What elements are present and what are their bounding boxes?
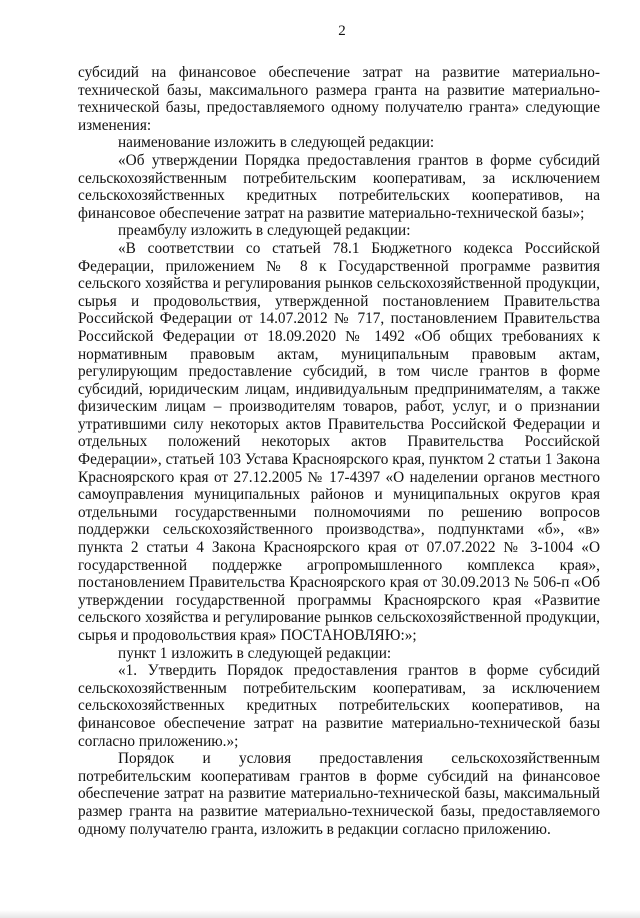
paragraph-procedure: Порядок и условия предоставления сельскохозяйственным потребительским кооперативам грантов в форме субсидий на финансовое обеспечение затрат на развитие материально-технической базы, максимальный размер гранта на развитие материально-технической базы, предоставляемого одному получателю гранта, изложить в редакции согласно приложению. [78,750,600,838]
paragraph-new-title: «Об утверждении Порядка предоставления грантов в форме субсидий сельскохозяйственным потребительским кооперативам, за исключением сельскохозяйственных кредитных потребительских кооперативов, на финансовое обеспечение затрат на развитие материально-технической базы»; [78,151,600,222]
paragraph-preamble-instruction: преамбулу изложить в следующей редакции: [118,222,411,240]
scan-bottom-edge [0,910,640,918]
paragraph-item1-instruction: пункт 1 изложить в следующей редакции: [118,644,392,662]
paragraph-preamble-text: «В соответствии со статьей 78.1 Бюджетного кодекса Российской Федерации, приложением № 8 к Государственной программе развития сельского хозяйства и регулирования рынков сельскохозяйственной продукции, сырья и продовольствия, утвержденной постановлением Правительства Российской Федерации от 14.07.2012 № 717, постановлением Правительства Российской Федерации от 18.09.2020 № 1492 «Об общих требованиях к нормативным правовым актам, муниципальным правовым актам, регулирующим предоставление субсидий, в том числе грантов в форме субсидий, юридическим лицам, индивидуальным предпринимателям, а также физическим лицам – производителям товаров, работ, услуг, и о признании утратившими силу некоторых актов Правительства Российской Федерации и отдельных положений некоторых актов Правительства Российской Федерации», статьей 103 Устава Красноярского края, пунктом 2 статьи 1 Закона Красноярского края от 27.12.2005 № 17-4397 «О наделении органов местного самоуправления муниципальных районов и муниципальных округов края отдельными государственными полномочиями по решению вопросов поддержки сельскохозяйственного производства», подпунктами «б», «в» пункта 2 статьи 4 Закона Красноярского края от 07.07.2022 № 3-1004 «О государственной поддержке агропромышленного комплекса края», постановлением Правительства Красноярского края от 30.09.2013 № 506-п «Об утверждении государственной программы Красноярского края «Развитие сельского хозяйства и регулирование рынков сельскохозяйственной продукции, сырья и продовольствия края» ПОСТАНОВЛЯЮ:»; [78,239,600,644]
paragraph-item1-text: «1. Утвердить Порядок предоставления грантов в форме субсидий сельскохозяйственным потребительским кооперативам, за исключением сельскохозяйственных кредитных потребительских кооперативов, на финансовое обеспечение затрат на развитие материально-технической базы согласно приложению.»; [78,662,600,750]
paragraph-title-instruction: наименование изложить в следующей редакции: [118,134,435,152]
paragraph-continuation: субсидий на финансовое обеспечение затрат на развитие материально-технической базы, максимального размера гранта на развитие материально-технической базы, предоставляемого одному получателю гранта» следующие изменения: [78,64,600,134]
page-number: 2 [338,23,346,39]
document-body [78,64,600,838]
